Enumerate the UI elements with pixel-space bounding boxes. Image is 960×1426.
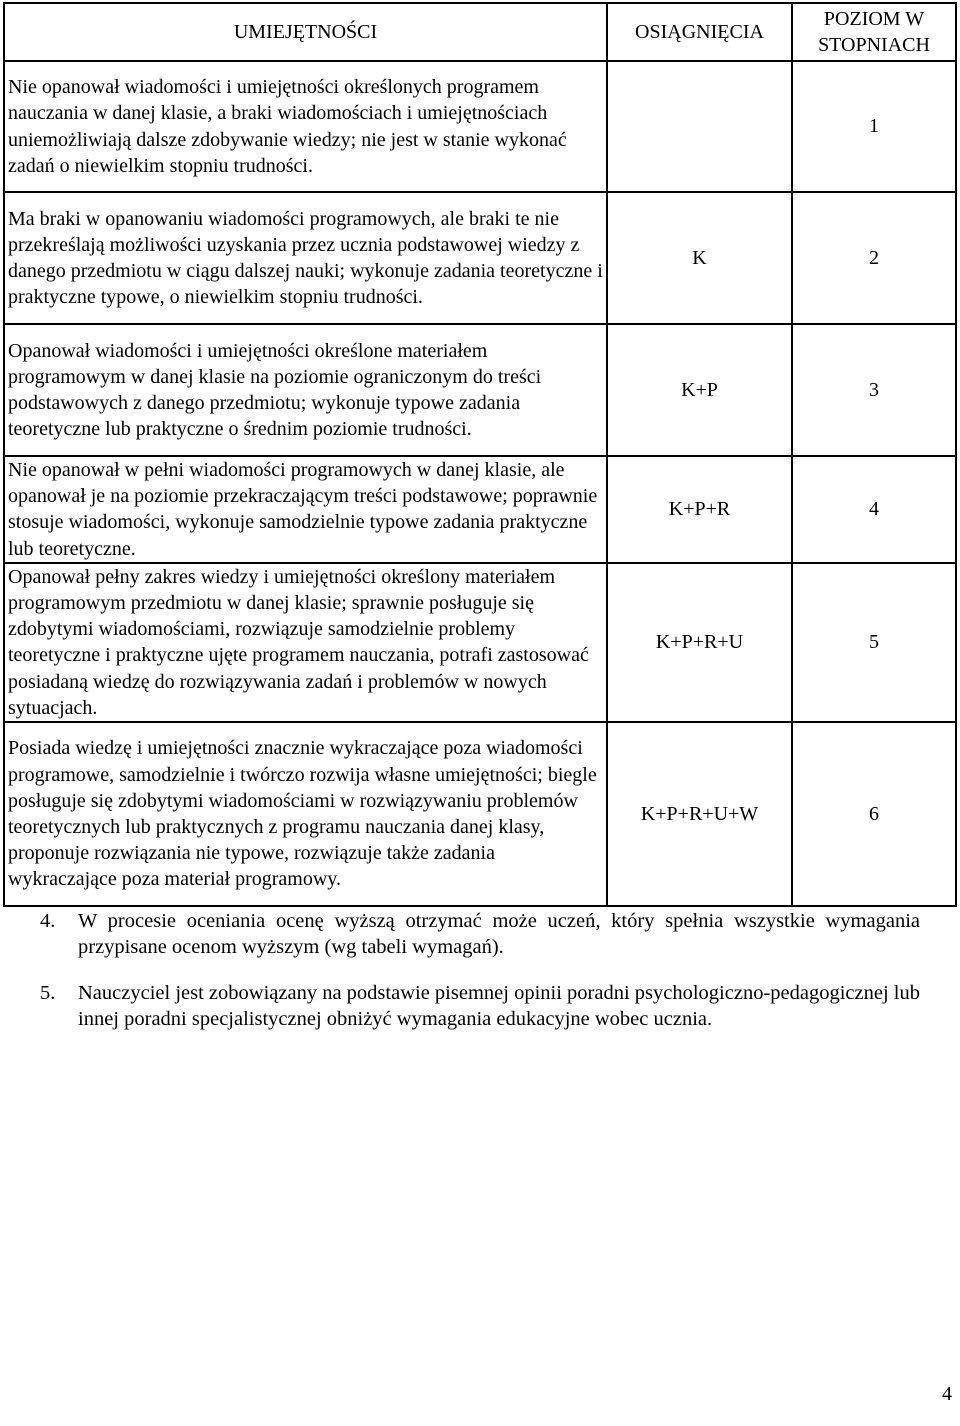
header-achievements: OSIĄGNIĘCIA — [607, 3, 792, 61]
note-number: 4. — [40, 910, 56, 932]
skills-cell: Opanował wiadomości i umiejętności określone materiałem programowym w danej klasie na poziomie ograniczonym do treści podstawowych z danego przedmiotu; wykonuje typowe zadania teoretyczne lub praktyczne o średnim poziomie trudności. — [4, 324, 607, 456]
note-text: W procesie oceniania ocenę wyższą otrzymać może uczeń, który spełnia wszystkie wymagania przypisane ocenom wyższym (wg tabeli wymagań). — [78, 910, 920, 958]
achievements-cell — [607, 61, 792, 192]
note-text: Nauczyciel jest zobowiązany na podstawie pisemnej opinii poradni psychologiczno-pedagogicznej lub innej poradni specjalistycznej obniżyć wymagania edukacyjne wobec ucznia. — [78, 982, 920, 1030]
achievements-cell: K+P+R — [607, 456, 792, 563]
level-cell: 6 — [792, 722, 956, 906]
achievements-cell: K+P+R+U — [607, 563, 792, 722]
list-item — [40, 980, 920, 1032]
requirements-table — [3, 2, 957, 907]
table-header-row — [4, 3, 956, 61]
table-row — [4, 456, 956, 563]
level-cell: 1 — [792, 61, 956, 192]
header-skills: UMIEJĘTNOŚCI — [4, 3, 607, 61]
notes-list — [40, 908, 920, 1052]
achievements-cell: K+P+R+U+W — [607, 722, 792, 906]
achievements-cell: K+P — [607, 324, 792, 456]
list-item — [40, 908, 920, 960]
table-row — [4, 722, 956, 906]
table-row — [4, 563, 956, 722]
skills-cell: Nie opanował w pełni wiadomości programowych w danej klasie, ale opanował je na poziomie przekraczającym treści podstawowe; poprawnie stosuje wiadomości, wykonuje samodzielnie typowe zadania praktyczne lub teoretyczne. — [4, 456, 607, 563]
header-level: POZIOM W STOPNIACH — [792, 3, 956, 61]
skills-cell: Posiada wiedzę i umiejętności znacznie wykraczające poza wiadomości programowe, samodzielnie i twórczo rozwija własne umiejętności; biegle posługuje się zdobytymi wiadomościami w rozwiązywaniu problemów teoretycznych lub praktycznych z programu nauczania danej klasy, proponuje rozwiązania nie typowe, rozwiązuje także zadania wykraczające poza materiał programowy. — [4, 722, 607, 906]
achievements-cell: K — [607, 192, 792, 324]
page-number: 4 — [942, 1383, 952, 1405]
skills-cell: Nie opanował wiadomości i umiejętności określonych programem nauczania w danej klasie, a braki wiadomościach i umiejętnościach uniemożliwiają dalsze zdobywanie wiedzy; nie jest w stanie wykonać zadań o niewielkim stopniu trudności. — [4, 61, 607, 192]
level-cell: 5 — [792, 563, 956, 722]
level-cell: 3 — [792, 324, 956, 456]
level-cell: 2 — [792, 192, 956, 324]
table-row — [4, 192, 956, 324]
level-cell: 4 — [792, 456, 956, 563]
skills-cell: Opanował pełny zakres wiedzy i umiejętności określony materiałem programowym przedmiotu w danej klasie; sprawnie posługuje się zdobytymi wiadomościami, rozwiązuje samodzielnie problemy teoretyczne i praktyczne ujęte programem nauczania, potrafi zastosować posiadaną wiedzę do rozwiązywania zadań i problemów w nowych sytuacjach. — [4, 563, 607, 722]
note-number: 5. — [40, 982, 56, 1004]
table-row — [4, 61, 956, 192]
table-row — [4, 324, 956, 456]
skills-cell: Ma braki w opanowaniu wiadomości programowych, ale braki te nie przekreślają możliwości uzyskania przez ucznia podstawowej wiedzy z danego przedmiotu w ciągu dalszej nauki; wykonuje zadania teoretyczne i praktyczne typowe, o niewielkim stopniu trudności. — [4, 192, 607, 324]
